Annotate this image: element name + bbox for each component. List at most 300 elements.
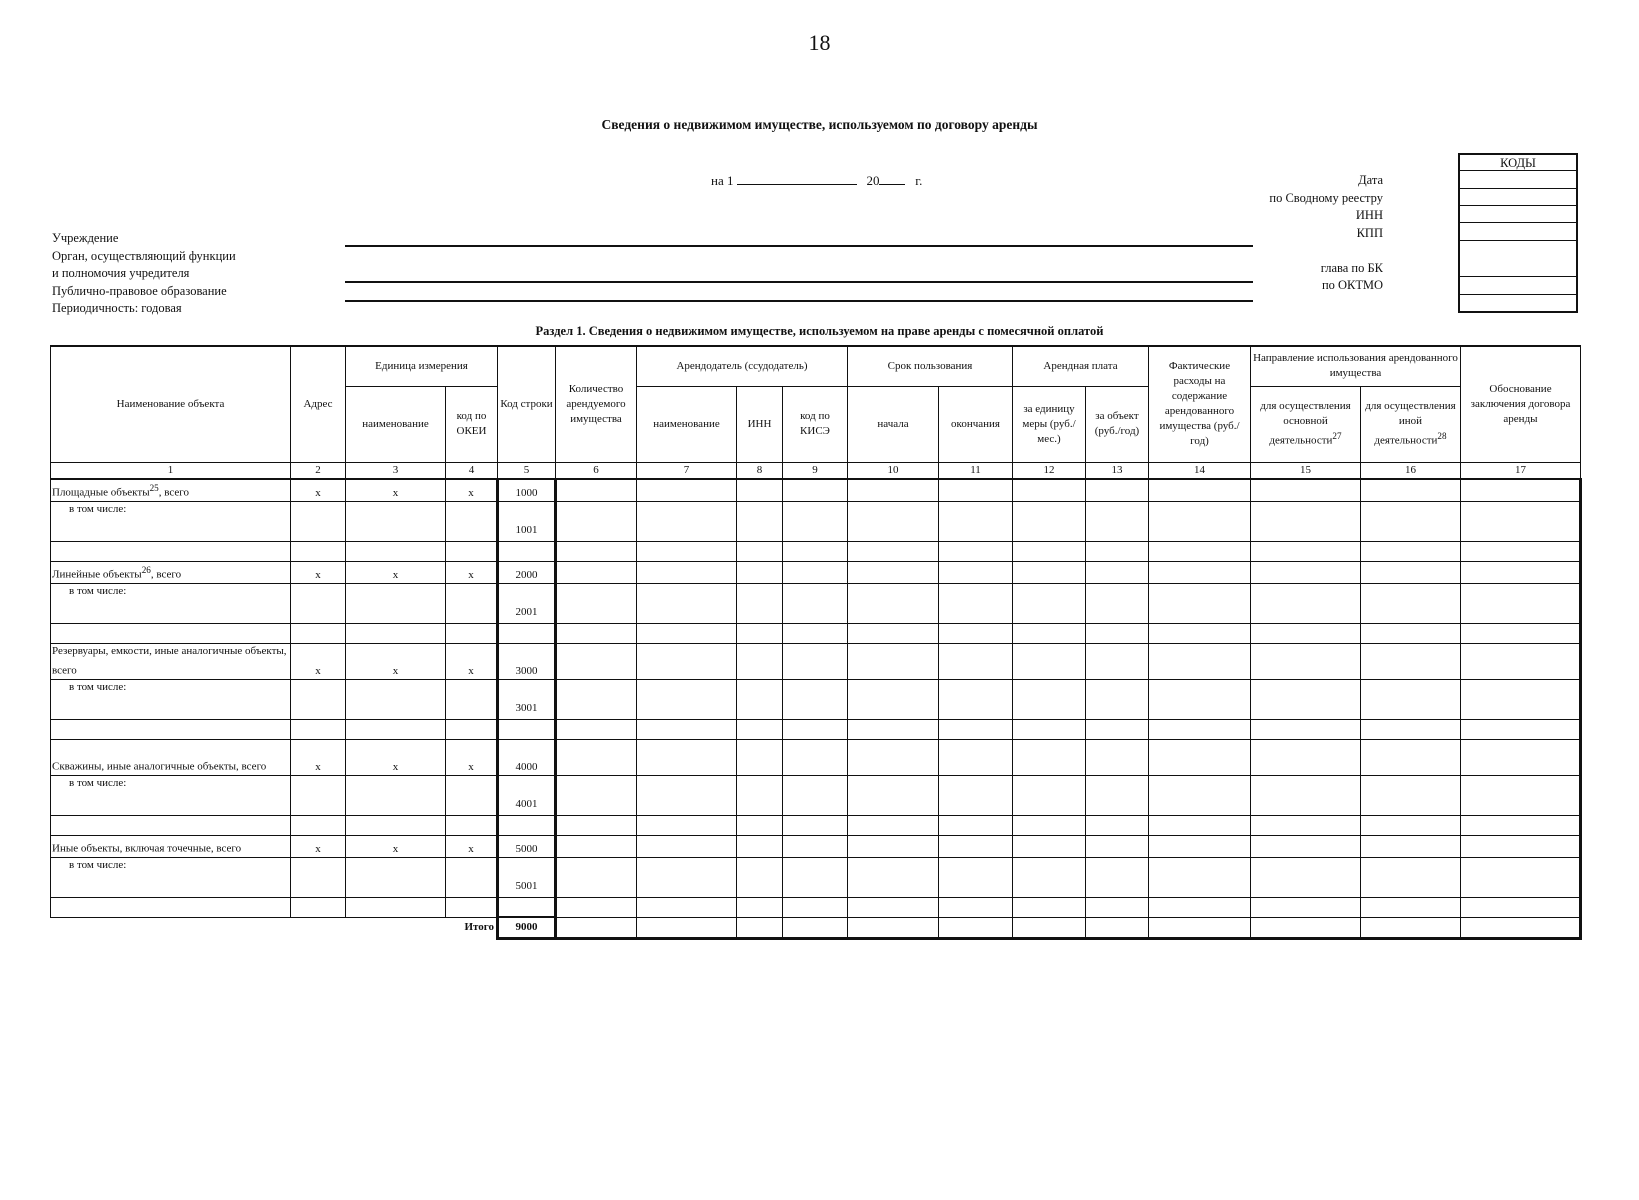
x-mark: x <box>346 479 446 501</box>
data-cell[interactable] <box>939 775 1013 815</box>
address-cell[interactable] <box>291 857 346 897</box>
blank-cell[interactable] <box>51 719 291 739</box>
blank-cell[interactable] <box>1251 719 1361 739</box>
data-cell[interactable] <box>1361 857 1461 897</box>
blank-cell[interactable] <box>783 719 848 739</box>
data-cell[interactable] <box>556 643 637 679</box>
code-kpp-cell[interactable] <box>1460 223 1576 241</box>
col-header-row-code: Код строки <box>498 346 556 462</box>
col-header-direction-other <box>1361 386 1461 462</box>
col-header-rent: Арендная плата <box>1013 346 1149 386</box>
data-cell[interactable] <box>1361 835 1461 857</box>
col-header-lessor: Арендодатель (ссудодатель) <box>637 346 848 386</box>
blank-cell[interactable] <box>1361 719 1461 739</box>
data-cell[interactable] <box>1251 857 1361 897</box>
data-cell[interactable] <box>848 857 939 897</box>
row-code: 2001 <box>498 583 556 623</box>
subgroup-label: в том числе: <box>51 501 291 541</box>
blank-cell[interactable] <box>1461 541 1581 561</box>
data-cell[interactable] <box>1013 643 1086 679</box>
data-cell[interactable] <box>783 857 848 897</box>
blank-cell[interactable] <box>446 719 498 739</box>
group-name: Резервуары, емкости, иные аналогичные объекты, всего <box>52 644 287 677</box>
unit-name-cell[interactable] <box>346 857 446 897</box>
address-cell[interactable] <box>291 501 346 541</box>
data-cell[interactable] <box>1013 739 1086 775</box>
data-cell[interactable] <box>1461 583 1581 623</box>
code-date-cell[interactable] <box>1460 171 1576 189</box>
blank-cell[interactable] <box>1086 719 1149 739</box>
data-cell[interactable] <box>1251 739 1361 775</box>
data-cell[interactable] <box>1149 835 1251 857</box>
data-cell[interactable] <box>1149 679 1251 719</box>
data-cell[interactable] <box>556 775 637 815</box>
unit-name-cell[interactable] <box>346 775 446 815</box>
blank-cell[interactable] <box>556 541 637 561</box>
col-number: 17 <box>1461 462 1581 479</box>
data-cell[interactable] <box>1013 583 1086 623</box>
label-founder-1: Орган, осуществляющий функции <box>52 248 236 263</box>
data-cell[interactable] <box>1149 739 1251 775</box>
data-cell[interactable] <box>1251 583 1361 623</box>
blank-cell[interactable] <box>848 815 939 835</box>
header-right-labels <box>1269 172 1383 295</box>
blank-cell[interactable] <box>939 541 1013 561</box>
blank-cell[interactable] <box>783 541 848 561</box>
blank-cell[interactable] <box>1013 815 1086 835</box>
data-cell[interactable] <box>848 561 939 583</box>
blank-cell[interactable] <box>1461 719 1581 739</box>
unit-name-cell[interactable] <box>346 583 446 623</box>
data-cell[interactable] <box>737 679 783 719</box>
blank-cell[interactable] <box>1149 897 1251 917</box>
data-cell[interactable] <box>1086 561 1149 583</box>
blank-cell[interactable] <box>346 815 446 835</box>
blank-cell[interactable] <box>346 541 446 561</box>
data-cell[interactable] <box>783 679 848 719</box>
data-cell[interactable] <box>783 583 848 623</box>
data-cell[interactable] <box>556 501 637 541</box>
blank-cell[interactable] <box>291 719 346 739</box>
blank-cell[interactable] <box>1361 897 1461 917</box>
data-cell[interactable] <box>783 501 848 541</box>
blank-cell[interactable] <box>637 897 737 917</box>
blank-cell[interactable] <box>1361 541 1461 561</box>
blank-cell[interactable] <box>637 719 737 739</box>
blank-cell[interactable] <box>556 719 637 739</box>
subgroup-label: в том числе: <box>51 679 291 719</box>
date-day-month-field[interactable] <box>737 172 857 185</box>
data-cell[interactable] <box>848 739 939 775</box>
blank-cell[interactable] <box>1251 541 1361 561</box>
unit-code-cell[interactable] <box>446 679 498 719</box>
direction-other-footnote: 28 <box>1437 431 1447 442</box>
total-cell[interactable] <box>1149 917 1251 938</box>
blank-cell[interactable] <box>1086 623 1149 643</box>
data-cell[interactable] <box>1086 501 1149 541</box>
data-cell[interactable] <box>939 643 1013 679</box>
blank-cell[interactable] <box>1086 815 1149 835</box>
blank-cell[interactable] <box>1149 719 1251 739</box>
blank-cell[interactable] <box>1361 623 1461 643</box>
document-title: Сведения о недвижимом имуществе, используемом по договору аренды <box>601 117 1038 132</box>
data-cell[interactable] <box>1461 479 1581 501</box>
data-cell[interactable] <box>1086 739 1149 775</box>
date-year-field[interactable] <box>879 172 905 185</box>
data-cell[interactable] <box>1149 583 1251 623</box>
col-header-lessor-kise: код по КИСЭ <box>783 386 848 462</box>
data-cell[interactable] <box>783 561 848 583</box>
blank-cell[interactable] <box>498 541 556 561</box>
col-number: 2 <box>291 462 346 479</box>
total-cell[interactable] <box>939 917 1013 938</box>
data-cell[interactable] <box>1361 739 1461 775</box>
blank-cell[interactable] <box>51 623 291 643</box>
data-cell[interactable] <box>556 835 637 857</box>
code-oktmo-cell[interactable] <box>1460 277 1576 295</box>
address-cell[interactable] <box>291 583 346 623</box>
data-cell[interactable] <box>1251 643 1361 679</box>
section-title: Раздел 1. Сведения о недвижимом имуществе, используемом на праве аренды с помесячной оплатой <box>535 324 1104 338</box>
blank-cell[interactable] <box>498 897 556 917</box>
unit-code-cell[interactable] <box>446 583 498 623</box>
data-cell[interactable] <box>1251 501 1361 541</box>
address-cell[interactable] <box>291 679 346 719</box>
total-cell[interactable] <box>848 917 939 938</box>
blank-cell[interactable] <box>446 541 498 561</box>
data-cell[interactable] <box>783 739 848 775</box>
public-entity-field[interactable] <box>345 300 1253 302</box>
blank-cell[interactable] <box>1013 719 1086 739</box>
x-mark: x <box>446 479 498 501</box>
data-cell[interactable] <box>737 739 783 775</box>
data-cell[interactable] <box>1013 501 1086 541</box>
blank-cell[interactable] <box>51 815 291 835</box>
data-cell[interactable] <box>737 479 783 501</box>
data-cell[interactable] <box>1149 643 1251 679</box>
total-cell[interactable] <box>1361 917 1461 938</box>
label-periodicity: Периодичность: годовая <box>52 301 182 315</box>
total-cell[interactable] <box>1251 917 1361 938</box>
data-cell[interactable] <box>939 479 1013 501</box>
data-cell[interactable] <box>1086 835 1149 857</box>
data-cell[interactable] <box>939 501 1013 541</box>
data-cell[interactable] <box>737 643 783 679</box>
data-cell[interactable] <box>848 775 939 815</box>
data-cell[interactable] <box>939 835 1013 857</box>
blank-cell[interactable] <box>737 719 783 739</box>
blank-cell[interactable] <box>637 623 737 643</box>
blank-cell[interactable] <box>446 897 498 917</box>
code-inn-cell[interactable] <box>1460 206 1576 223</box>
col-number: 13 <box>1086 462 1149 479</box>
blank-cell[interactable] <box>1251 815 1361 835</box>
blank-cell[interactable] <box>498 719 556 739</box>
data-cell[interactable] <box>1461 775 1581 815</box>
data-cell[interactable] <box>1013 561 1086 583</box>
data-cell[interactable] <box>1461 501 1581 541</box>
col-number: 5 <box>498 462 556 479</box>
subgroup-row <box>51 775 1581 815</box>
data-cell[interactable] <box>556 583 637 623</box>
data-cell[interactable] <box>556 739 637 775</box>
group-row <box>51 739 1581 775</box>
row-code: 4001 <box>498 775 556 815</box>
data-cell[interactable] <box>1086 857 1149 897</box>
data-cell[interactable] <box>1461 643 1581 679</box>
blank-cell[interactable] <box>556 897 637 917</box>
data-cell[interactable] <box>1086 479 1149 501</box>
total-cell[interactable] <box>637 917 737 938</box>
data-cell[interactable] <box>556 679 637 719</box>
data-cell[interactable] <box>1361 479 1461 501</box>
data-cell[interactable] <box>556 561 637 583</box>
blank-cell[interactable] <box>783 623 848 643</box>
col-header-unit-name: наименование <box>346 386 446 462</box>
blank-cell[interactable] <box>939 815 1013 835</box>
blank-cell[interactable] <box>346 623 446 643</box>
data-cell[interactable] <box>1361 643 1461 679</box>
subgroup-row <box>51 679 1581 719</box>
group-name-cell <box>51 643 291 679</box>
label-empty <box>1269 242 1383 260</box>
blank-cell[interactable] <box>346 719 446 739</box>
blank-cell[interactable] <box>737 815 783 835</box>
row-code: 3000 <box>498 643 556 679</box>
blank-cell[interactable] <box>51 541 291 561</box>
data-cell[interactable] <box>783 479 848 501</box>
blank-cell[interactable] <box>291 623 346 643</box>
blank-row <box>51 541 1581 561</box>
data-cell[interactable] <box>1361 501 1461 541</box>
blank-cell[interactable] <box>1149 623 1251 643</box>
unit-code-cell[interactable] <box>446 857 498 897</box>
blank-cell[interactable] <box>1461 897 1581 917</box>
blank-cell[interactable] <box>51 897 291 917</box>
blank-cell[interactable] <box>1013 897 1086 917</box>
data-cell[interactable] <box>1013 479 1086 501</box>
col-header-unit: Единица измерения <box>346 346 498 386</box>
label-date: Дата <box>1358 173 1383 187</box>
blank-cell[interactable] <box>291 897 346 917</box>
blank-cell[interactable] <box>848 623 939 643</box>
date-year-prefix: 20 <box>866 173 880 188</box>
founder-field[interactable] <box>345 281 1253 283</box>
blank-cell[interactable] <box>848 719 939 739</box>
col-header-address: Адрес <box>291 346 346 462</box>
subgroup-label: в том числе: <box>51 583 291 623</box>
col-number: 4 <box>446 462 498 479</box>
data-cell[interactable] <box>848 835 939 857</box>
blank-cell[interactable] <box>291 815 346 835</box>
unit-name-cell[interactable] <box>346 501 446 541</box>
data-cell[interactable] <box>1086 643 1149 679</box>
col-header-direction: Направление использования арендованного имущества <box>1251 346 1461 386</box>
data-cell[interactable] <box>1149 561 1251 583</box>
data-cell[interactable] <box>1013 835 1086 857</box>
data-cell[interactable] <box>783 775 848 815</box>
data-cell[interactable] <box>848 583 939 623</box>
blank-cell[interactable] <box>783 815 848 835</box>
data-cell[interactable] <box>637 835 737 857</box>
data-cell[interactable] <box>637 479 737 501</box>
address-cell[interactable] <box>291 775 346 815</box>
data-cell[interactable] <box>637 775 737 815</box>
data-cell[interactable] <box>1086 775 1149 815</box>
group-name: Иные объекты, включая точечные, всего <box>52 842 242 855</box>
data-cell[interactable] <box>1461 679 1581 719</box>
data-cell[interactable] <box>1461 739 1581 775</box>
blank-cell[interactable] <box>783 897 848 917</box>
blank-cell[interactable] <box>346 897 446 917</box>
data-cell[interactable] <box>848 479 939 501</box>
unit-code-cell[interactable] <box>446 501 498 541</box>
blank-cell[interactable] <box>1149 541 1251 561</box>
data-cell[interactable] <box>637 739 737 775</box>
data-cell[interactable] <box>1013 775 1086 815</box>
data-cell[interactable] <box>1361 561 1461 583</box>
blank-cell[interactable] <box>1251 897 1361 917</box>
data-cell[interactable] <box>637 857 737 897</box>
total-cell[interactable] <box>1013 917 1086 938</box>
data-cell[interactable] <box>939 583 1013 623</box>
total-cell[interactable] <box>556 917 637 938</box>
blank-cell[interactable] <box>1149 815 1251 835</box>
blank-cell[interactable] <box>1361 815 1461 835</box>
row-code: 1001 <box>498 501 556 541</box>
blank-cell[interactable] <box>637 541 737 561</box>
data-cell[interactable] <box>1461 835 1581 857</box>
data-cell[interactable] <box>1251 775 1361 815</box>
total-cell[interactable] <box>1086 917 1149 938</box>
data-cell[interactable] <box>737 857 783 897</box>
page-number: 18 <box>808 30 831 55</box>
total-code: 9000 <box>498 917 556 938</box>
blank-cell[interactable] <box>1461 815 1581 835</box>
code-extra-cell[interactable] <box>1460 295 1576 311</box>
blank-cell[interactable] <box>1086 897 1149 917</box>
blank-cell[interactable] <box>291 541 346 561</box>
code-registry-cell[interactable] <box>1460 189 1576 206</box>
blank-cell[interactable] <box>446 815 498 835</box>
data-cell[interactable] <box>1086 583 1149 623</box>
data-cell[interactable] <box>1013 857 1086 897</box>
data-cell[interactable] <box>737 561 783 583</box>
data-cell[interactable] <box>737 583 783 623</box>
data-cell[interactable] <box>1149 775 1251 815</box>
data-cell[interactable] <box>637 643 737 679</box>
blank-cell[interactable] <box>446 623 498 643</box>
col-number: 7 <box>637 462 737 479</box>
data-cell[interactable] <box>1461 857 1581 897</box>
blank-row <box>51 815 1581 835</box>
data-cell[interactable] <box>1149 479 1251 501</box>
blank-cell[interactable] <box>1251 623 1361 643</box>
data-cell[interactable] <box>848 501 939 541</box>
blank-cell[interactable] <box>1013 541 1086 561</box>
data-cell[interactable] <box>1149 501 1251 541</box>
data-cell[interactable] <box>737 501 783 541</box>
data-cell[interactable] <box>1361 679 1461 719</box>
blank-cell[interactable] <box>737 897 783 917</box>
data-cell[interactable] <box>1251 679 1361 719</box>
data-cell[interactable] <box>1086 679 1149 719</box>
unit-code-cell[interactable] <box>446 775 498 815</box>
blank-cell[interactable] <box>848 541 939 561</box>
code-bk-cell[interactable] <box>1460 241 1576 277</box>
data-cell[interactable] <box>737 835 783 857</box>
blank-cell[interactable] <box>498 815 556 835</box>
unit-name-cell[interactable] <box>346 679 446 719</box>
data-cell[interactable] <box>939 679 1013 719</box>
total-cell[interactable] <box>1461 917 1581 938</box>
data-cell[interactable] <box>848 679 939 719</box>
data-cell[interactable] <box>637 561 737 583</box>
institution-field[interactable] <box>345 245 1253 247</box>
col-number: 1 <box>51 462 291 479</box>
blank-cell[interactable] <box>556 815 637 835</box>
data-cell[interactable] <box>637 679 737 719</box>
data-cell[interactable] <box>848 643 939 679</box>
blank-cell[interactable] <box>637 815 737 835</box>
data-cell[interactable] <box>1251 835 1361 857</box>
blank-cell[interactable] <box>1461 623 1581 643</box>
data-cell[interactable] <box>556 479 637 501</box>
col-header-name: Наименование объекта <box>51 346 291 462</box>
col-header-direction-main <box>1251 386 1361 462</box>
total-cell[interactable] <box>783 917 848 938</box>
data-cell[interactable] <box>637 583 737 623</box>
x-mark: x <box>291 643 346 679</box>
blank-cell[interactable] <box>939 623 1013 643</box>
data-cell[interactable] <box>1149 857 1251 897</box>
col-header-term-end: окончания <box>939 386 1013 462</box>
data-cell[interactable] <box>939 857 1013 897</box>
data-cell[interactable] <box>637 501 737 541</box>
x-mark: x <box>291 479 346 501</box>
data-cell[interactable] <box>1361 583 1461 623</box>
blank-cell[interactable] <box>939 897 1013 917</box>
row-code: 2000 <box>498 561 556 583</box>
data-cell[interactable] <box>783 643 848 679</box>
data-cell[interactable] <box>939 739 1013 775</box>
data-cell[interactable] <box>783 835 848 857</box>
data-cell[interactable] <box>737 775 783 815</box>
subgroup-label: в том числе: <box>51 857 291 897</box>
label-public-entity: Публично-правовое образование <box>52 283 227 298</box>
data-cell[interactable] <box>1461 561 1581 583</box>
blank-cell[interactable] <box>737 623 783 643</box>
blank-cell[interactable] <box>556 623 637 643</box>
blank-cell[interactable] <box>737 541 783 561</box>
col-header-quantity: Количество арендуемого имущества <box>556 346 637 462</box>
data-cell[interactable] <box>939 561 1013 583</box>
data-cell[interactable] <box>1251 479 1361 501</box>
blank-cell[interactable] <box>939 719 1013 739</box>
data-cell[interactable] <box>1251 561 1361 583</box>
blank-cell[interactable] <box>498 623 556 643</box>
blank-cell[interactable] <box>1086 541 1149 561</box>
total-cell[interactable] <box>737 917 783 938</box>
subgroup-row <box>51 501 1581 541</box>
blank-cell[interactable] <box>1013 623 1086 643</box>
data-cell[interactable] <box>1013 679 1086 719</box>
data-cell[interactable] <box>1361 775 1461 815</box>
row-code: 1000 <box>498 479 556 501</box>
data-cell[interactable] <box>556 857 637 897</box>
group-row <box>51 561 1581 583</box>
blank-cell[interactable] <box>848 897 939 917</box>
